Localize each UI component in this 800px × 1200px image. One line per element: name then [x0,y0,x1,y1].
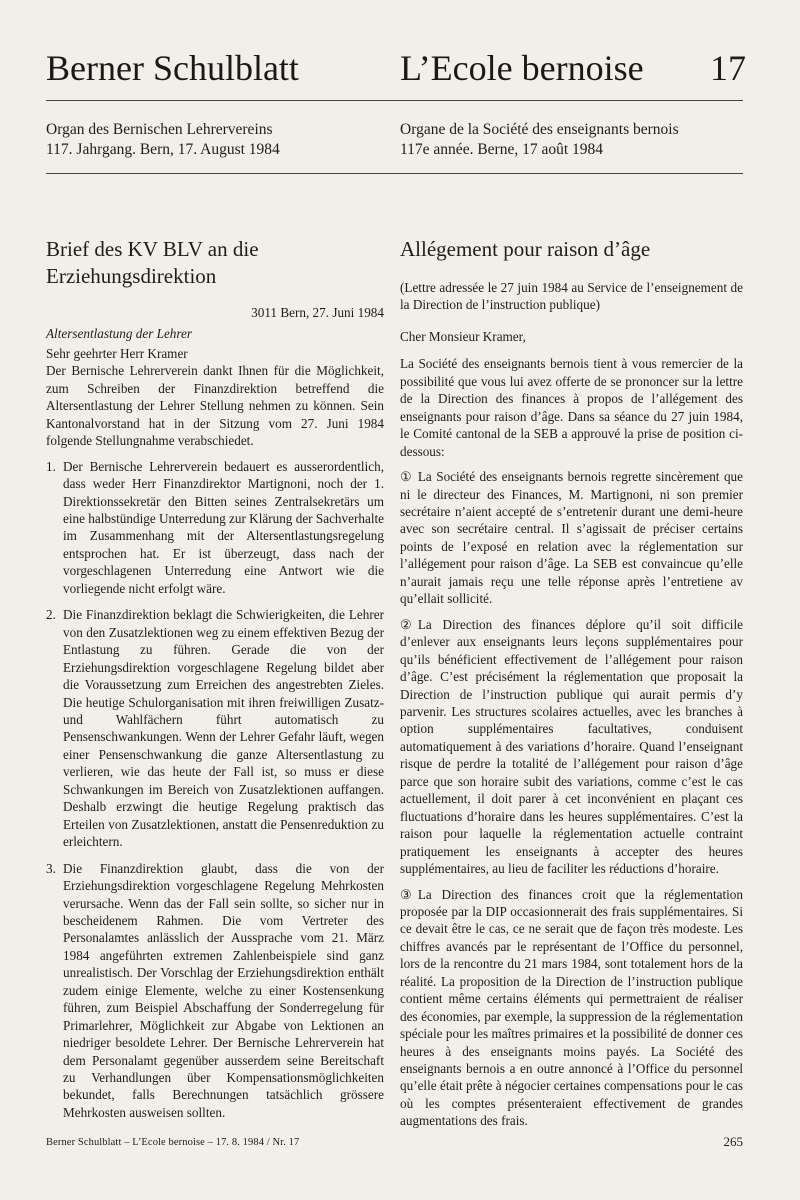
french-salutation: Cher Monsieur Kramer, [400,328,526,344]
issue-number: 17 [710,48,746,88]
german-article-title: Brief des KV BLV an die Erziehungsdirektion [46,237,259,288]
french-intro: La Société des enseignants bernois tient à vous remercier de la possibilité que vous lui avez offerte de se prononcer sur la lettre de la Direction des finances à propos de l’allégement des enseignants pour raison d’âge. Dans sa séance du 27 juin 1984, le Comité cantonal de la SEB a approuvé la prise de position ci-dessous: [400,356,743,459]
page-number: 265 [723,1134,743,1149]
german-point-number: 2. [46,607,56,623]
subheader-german-line2: 117. Jahrgang. Bern, 17. August 1984 [46,141,280,158]
german-intro: Der Bernische Lehrerverein dankt Ihnen für die Möglichkeit, zum Schreiben der Finanzdirektion betreffend die Altersentlastung der Lehrer Stellung nehmen zu können. Sein Kantonalvorstand hat in der Sitzung vom 27. Juni 1984 folgende Stellungnahme verabschiedet. [46,363,384,449]
german-point-text: Die Finanzdirektion glaubt, dass die von der Erziehungsdirektion vorgeschlagene Regelung Mehrkosten verursache. Wenn das der Fall sein sollte, so sicher nur in bescheidenem Rahmen. Die vom Vertreter des Personalamtes anlässlich der Aussprache vom 21. März 1984 angeführten extremen Zahlenbeispiele sind ganz unrealistisch. Der Vorschlag der Erziehungsdirektion enthält zudem einige Elemente, welche zu einer Kostensenkung führen, zum Beispiel Abschaffung der Sonderregelung für Primarlehrer, Möglichkeit zur Abgabe von Lektionen an niedriger besoldete Lehrer. Der Bernische Lehrerverein hat dem Personalamt gegenüber ausserdem seine Bereitschaft zu Verhandlungen über Kompensationsmöglichkeiten bekundet, falls Berechnungen tatsächlich grössere Mehrkosten ausweisen sollten. [63,860,384,1120]
masthead-title-french: L’Ecole bernoise [400,48,644,88]
masthead-title-german: Berner Schulblatt [46,48,299,88]
masthead-rule [46,100,743,101]
subheader-french-line2: 117e année. Berne, 17 août 1984 [400,141,604,158]
french-note: (Lettre adressée le 27 juin 1984 au Service de l’enseignement de la Direction de l’instruction publique) [400,280,743,313]
german-points-list [46,458,384,1122]
subheader-rule [46,173,743,174]
subheader-french-line1: Organe de la Société des enseignants bernois [400,121,679,138]
german-subject: Altersentlastung der Lehrer [46,326,193,342]
german-article [46,236,384,1130]
french-article [400,236,743,1138]
german-point-number: 1. [46,458,56,474]
german-point [46,860,384,1122]
german-dateline: 3011 Bern, 27. Juni 1984 [251,305,384,320]
subheader-german-line1: Organ des Bernischen Lehrervereins [46,121,273,138]
french-article-title: Allégement pour raison d’âge [400,237,651,261]
french-point-text: La Direction des finances déplore qu’il soit difficile d’enlever aux enseignants leurs leçons supplémentaires pour qu’ils bénéficient effectivement de l’allégement pour raison d’âge. C’est précisément la réglementation que proposait la Direction de l’instruction publique qui aurait permis d’y parvenir. Les structures scolaires actuelles, avec les branches à option supplémentaires facultatives, conduisent automatiquement à des variations d’horaire. Quand l’enseignant risque de perdre la totalité de l’allégement pour raison d’âge parce que son horaire subit des variations, comme c’est le cas actuellement, il doit parer à cet inconvénient en plaçant ces fluctuations d’horaire dans les heures supplémentaires. C’est la raison pour laquelle la réglementation actuelle contraint pratiquement les enseignants à accepter des heures supplémentaires, au lieu de faciliter les réductions d’horaire. [400,616,743,877]
french-point-text: La Direction des finances croit que la réglementation proposée par la DIP occasionnerait des frais supplémentaires. Si ce devait être le cas, ce ne serait que de façon très modeste. Les chiffres avancés par le représentant de l’Office du personnel, lors de la rencontre du 21 mars 1984, sont totalement hors de la réalité. La proposition de la Direction de l’instruction publique contient même certains éléments qui permettraient de réaliser des économies, par exemple, la suppression de la réglementation spéciale pour les maîtres primaires et la possibilité de donner ces heures à des enseignants moins payés. La Société des enseignants bernois a en outre annoncé à l’Office du personnel qu’elle était prête à négocier certaines compensations pour le cas où les comptes présenteraient effectivement de grandes augmentations des frais. [400,886,743,1129]
french-point [400,886,743,1130]
subheader-german [46,120,280,160]
german-point [46,458,384,598]
french-point-number: ③ [400,886,412,902]
french-point-text: La Société des enseignants bernois regrette sincèrement que ni le directeur des Finances, M. Martignoni, ni son premier secrétaire n’aient accepté de s’entretenir durant une demi-heure avec son secrétaire central. Il s’agissait de préciser certains points de l’exposé en relation avec la réglementation sur l’allégement pour raison d’âge. La SEB est convaincue qu’elle n’aurait jamais reçu une telle réponse après l’entretiene av qu’ellait sollicité. [400,469,743,607]
french-point [400,616,743,878]
footer-citation: Berner Schulblatt – L’Ecole bernoise – 17. 8. 1984 / Nr. 17 [46,1137,300,1148]
french-point [400,468,743,608]
german-point-number: 3. [46,860,56,876]
french-point-number: ② [400,616,412,632]
german-point-text: Die Finanzdirektion beklagt die Schwierigkeiten, die Lehrer von den Zusatzlektionen weg zu einem effektiven Bezug der Entlastung zu führen. Gerade die von der Erziehungsdirektion vorgeschlagene Regelung bildet aber die Voraussetzung zum Erreichen des angestrebten Zieles. Die heutige Schulorganisation mit ihren freiwilligen Zusatz- und Wahlfächern führt automatisch zu Pensenschwankungen. Wenn der Lehrer Gefahr läuft, wegen einer Pensenschwankung die ganze Altersentlastung zu verlieren, wie das heute der Fall ist, so muss er diese Schwankungen im Bereich von Zusatzlektionen auffangen. Deshalb erzwingt die heutige Regelung praktisch das Erteilen von Zusatzlektionen, anstatt die Pensenreduktion zu erleichtern. [63,607,384,850]
german-salutation: Sehr geehrter Herr Kramer [46,345,188,361]
german-point-text: Der Bernische Lehrerverein bedauert es ausserordentlich, dass weder Herr Finanzdirektor Martignoni, noch der 1. Direktionssekretär den Bitten seines Zentralsekretärs um eine halbstündige Unterredung zur Klärung der Sachverhalte im Zusammenhang mit der Altersentlastungsregelung entsprochen hat. Er ist überzeugt, dass nach der vorgeschlagenen Unterredung eine Antwort wie die vorliegende nicht erfolgt wäre. [63,458,384,596]
german-point [46,606,384,850]
french-point-number: ① [400,469,412,485]
subheader-french [400,120,679,160]
